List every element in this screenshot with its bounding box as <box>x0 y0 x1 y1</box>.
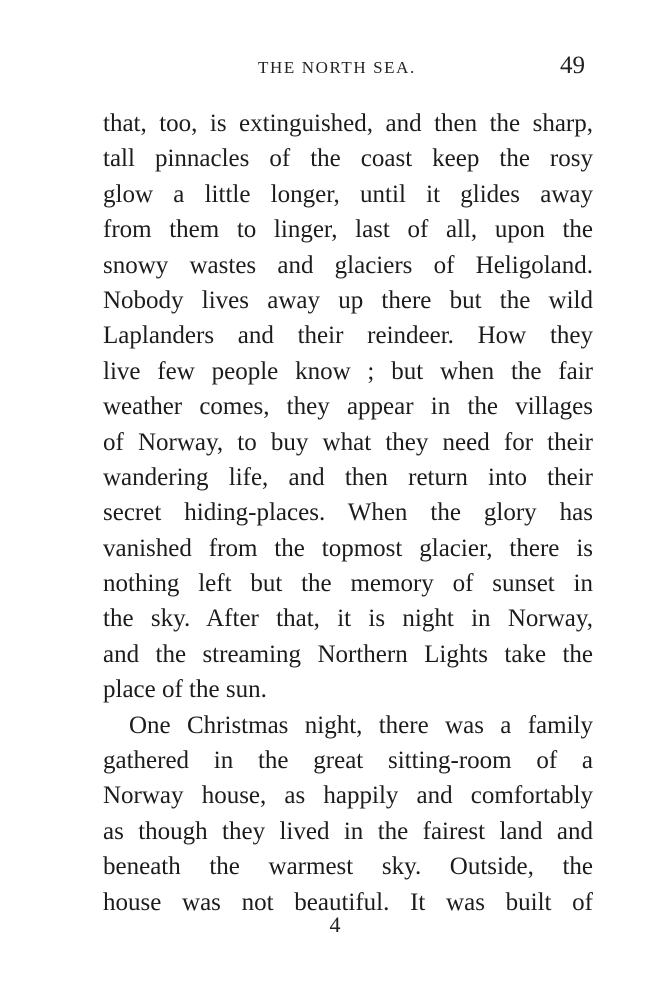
signature-mark: 4 <box>329 912 341 937</box>
paragraph-1 <box>103 106 593 708</box>
text-line: Norway house, as happily and comfortably <box>103 782 593 810</box>
text-line: gathered in the great sitting-room of a <box>103 747 593 775</box>
text-line: glow a little longer, until it glides away <box>103 180 593 208</box>
text-line: place of the sun. <box>103 676 267 704</box>
text-line: One Christmas night, there was a family <box>129 711 593 739</box>
text-line: beneath the warmest sky. Outside, the <box>103 853 593 881</box>
text-line: the sky. After that, it is night in Norway, <box>103 605 593 633</box>
text-line: weather comes, they appear in the villages <box>103 393 593 421</box>
text-line: vanished from the topmost glacier, there is <box>103 534 593 562</box>
text-line: tall pinnacles of the coast keep the rosy <box>103 145 593 173</box>
text-line: secret hiding-places. When the glory has <box>103 499 593 527</box>
running-head <box>0 52 670 82</box>
text-line: from them to linger, last of all, upon the <box>103 216 593 244</box>
text-line: live few people know ; but when the fair <box>103 357 593 385</box>
text-line: that, too, is extinguished, and then the sharp, <box>103 110 593 137</box>
text-line: of Norway, to buy what they need for their <box>103 428 593 456</box>
body-text <box>103 106 593 920</box>
text-line: house was not beautiful. It was built of <box>103 888 593 916</box>
text-line: Nobody lives away up there but the wild <box>103 286 593 314</box>
running-title: THE NORTH SEA. <box>258 58 416 77</box>
page-number: 49 <box>560 52 585 79</box>
text-line: as though they lived in the fairest land and <box>103 817 593 845</box>
text-line: snowy wastes and glaciers of Heligoland. <box>103 251 593 279</box>
paragraph-2 <box>103 708 593 920</box>
text-line: and the streaming Northern Lights take the <box>103 640 593 668</box>
text-line: nothing left but the memory of sunset in <box>103 570 593 598</box>
text-line: Laplanders and their reindeer. How they <box>103 322 593 350</box>
text-line: wandering life, and then return into their <box>103 463 593 491</box>
